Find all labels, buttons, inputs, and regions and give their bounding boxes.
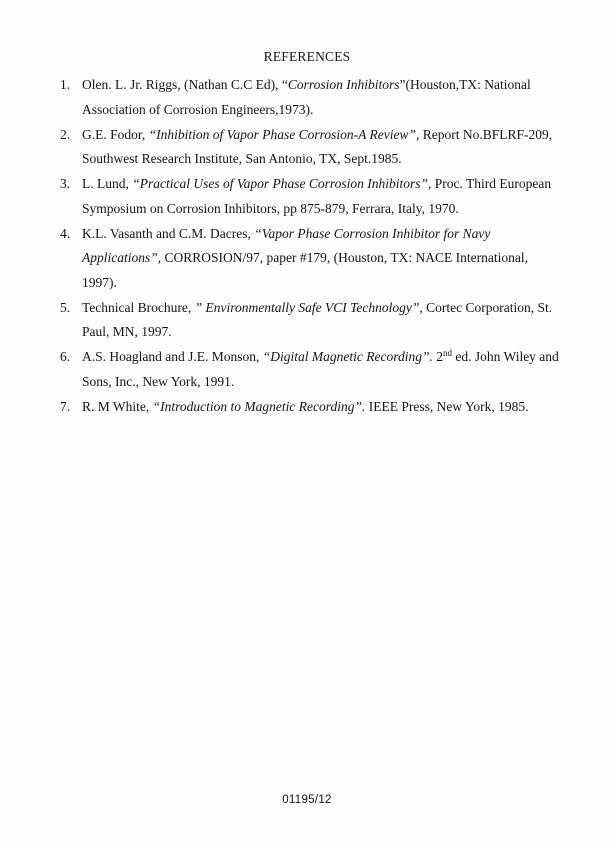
reference-item-4	[60, 222, 560, 296]
reference-item-5	[60, 296, 560, 345]
reference-number: 4.	[60, 225, 71, 241]
edition-superscript: nd	[442, 348, 452, 358]
reference-source: CORROSION/97, paper #179, (Houston, TX: NACE International, 1997).	[82, 250, 528, 290]
reference-source: Proc. Third European Symposium on Corrosion Inhibitors, pp 875-879, Ferrara, Italy, 1970.	[82, 176, 552, 216]
reference-edition: 2	[432, 349, 443, 364]
reference-authors: Technical Brochure,	[82, 299, 195, 315]
reference-item-1	[60, 73, 560, 122]
reference-item-3	[60, 172, 560, 221]
reference-authors: G.E. Fodor,	[82, 126, 149, 142]
reference-title: “Introduction to Magnetic Recording”.	[152, 398, 366, 414]
reference-authors: R. M White,	[82, 398, 153, 414]
reference-item-6	[60, 345, 560, 394]
reference-authors: Olen. L. Jr. Riggs, (Nathan C.C Ed), “	[82, 77, 288, 92]
reference-title: Corrosion Inhibitors	[287, 77, 400, 92]
reference-number: 6.	[60, 349, 71, 364]
reference-item-7	[60, 395, 560, 420]
reference-authors: A.S. Hoagland and J.E. Monson,	[82, 349, 263, 364]
reference-title: “Inhibition of Vapor Phase Corrosion-A Review”,	[148, 126, 420, 142]
reference-authors: L. Lund,	[82, 176, 133, 191]
reference-title: ” Environmentally Safe VCI Technology”,	[194, 299, 423, 315]
reference-number: 5.	[60, 299, 71, 315]
reference-number: 3.	[60, 176, 71, 191]
reference-source: ed. John Wiley and Sons, Inc., New York, 1991.	[82, 349, 559, 389]
page-footer-code: 01195/12	[282, 794, 332, 806]
reference-authors: K.L. Vasanth and C.M. Dacres,	[82, 225, 255, 241]
reference-number: 1.	[60, 77, 71, 92]
reference-title: “Digital Magnetic Recording”.	[262, 349, 433, 364]
references-heading: REFERENCES	[263, 49, 351, 64]
reference-list	[60, 73, 560, 419]
reference-number: 2.	[60, 126, 71, 142]
reference-item-2	[60, 123, 560, 172]
reference-title: “Practical Uses of Vapor Phase Corrosion Inhibitors”,	[132, 176, 432, 191]
reference-source: Cortec Corporation, St. Paul, MN, 1997.	[82, 299, 553, 339]
reference-title: “Vapor Phase Corrosion Inhibitor for Navy Applications”,	[82, 225, 491, 265]
reference-source: ”(Houston,TX: National Association of Corrosion Engineers,1973).	[82, 77, 531, 117]
reference-number: 7.	[60, 398, 71, 414]
reference-source: IEEE Press, New York, 1985.	[365, 398, 529, 414]
reference-source: Report No.BFLRF-209, Southwest Research Institute, San Antonio, TX, Sept.1985.	[82, 126, 553, 166]
